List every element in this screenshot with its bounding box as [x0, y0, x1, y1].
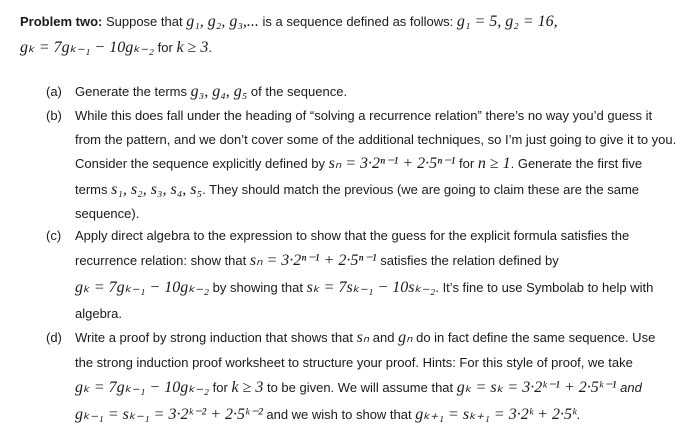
- part-text: and: [369, 330, 399, 345]
- part-c-line-3: [75, 280, 653, 296]
- goal-k-plus-1: gₖ₊₁ = sₖ₊₁ = 3·2ᵏ + 2·5ᵏ: [415, 406, 577, 423]
- part-text: . Generate the first five: [510, 156, 643, 171]
- intro-text: for: [154, 40, 177, 55]
- part-c-label: (c): [46, 228, 62, 243]
- part-b-line-4: [75, 182, 639, 198]
- part-d-line-1: [75, 330, 655, 346]
- part-d-line-4: [75, 407, 580, 423]
- part-text: to be given. We will assume that: [263, 380, 457, 395]
- part-b-line-1: While this does fall under the heading of “solving a recurrence relation” there’s no way you’d guess it: [75, 108, 653, 123]
- part-text: do in fact define the same sequence. Use: [412, 330, 656, 345]
- initial-conditions: g₁ = 5, g₂ = 16,: [456, 13, 558, 30]
- s-n: sₙ: [356, 329, 370, 346]
- terms: s₁, s₂, s₃, s₄, s₅: [111, 181, 203, 198]
- problem-intro-line-2: [20, 40, 212, 56]
- part-text: . They should match the previous (we are going to claim these are the same: [202, 182, 640, 197]
- part-text: satisfies the relation defined by: [376, 253, 559, 268]
- problem-intro-line-1: [20, 14, 558, 30]
- intro-text: Suppose that: [102, 14, 187, 29]
- problem-title: Problem two:: [20, 14, 103, 29]
- part-a-line-1: [75, 84, 347, 100]
- condition: k ≥ 3: [231, 379, 264, 396]
- terms: g₃, g₄, g₅: [190, 83, 248, 100]
- explicit-formula: sₙ = 3·2ⁿ⁻¹ + 2·5ⁿ⁻¹: [249, 252, 377, 269]
- assumption-k: gₖ = sₖ = 3·2ᵏ⁻¹ + 2·5ᵏ⁻¹: [456, 379, 617, 396]
- assumption-k-minus-1: gₖ₋₁ = sₖ₋₁ = 3·2ᵏ⁻² + 2·5ᵏ⁻²: [75, 406, 263, 423]
- part-b-label: (b): [46, 108, 62, 123]
- recurrence-relation-s: sₖ = 7sₖ₋₁ − 10sₖ₋₂: [306, 279, 436, 296]
- part-text: and: [616, 380, 642, 395]
- part-d-line-3: [75, 380, 642, 396]
- part-text: and we wish to show that: [262, 407, 416, 422]
- recurrence-relation: gₖ = 7gₖ₋₁ − 10gₖ₋₂: [20, 39, 155, 56]
- part-c-line-4: algebra.: [75, 306, 122, 321]
- explicit-formula: sₙ = 3·2ⁿ⁻¹ + 2·5ⁿ⁻¹: [328, 155, 456, 172]
- part-text: of the sequence.: [247, 84, 348, 99]
- recurrence-relation: gₖ = 7gₖ₋₁ − 10gₖ₋₂: [75, 279, 210, 296]
- part-d-line-2: the strong induction proof worksheet to structure your proof. Hints: For this style of proof, we take: [75, 355, 633, 370]
- part-text: terms: [75, 182, 112, 197]
- part-text: for: [209, 380, 232, 395]
- recurrence-relation: gₖ = 7gₖ₋₁ − 10gₖ₋₂: [75, 379, 210, 396]
- condition: n ≥ 1: [477, 155, 511, 172]
- part-c-line-2: [75, 253, 559, 269]
- g-n: gₙ: [398, 329, 413, 346]
- part-text: by showing that: [209, 280, 307, 295]
- part-d-label: (d): [46, 330, 62, 345]
- sequence-terms: g₁, g₂, g₃,...: [186, 13, 259, 30]
- part-text: Generate the terms: [75, 84, 191, 99]
- intro-text: .: [208, 40, 212, 55]
- part-text: .: [576, 407, 581, 422]
- condition: k ≥ 3: [176, 39, 209, 56]
- part-a-label: (a): [46, 84, 62, 99]
- part-text: Write a proof by strong induction that shows that: [75, 330, 357, 345]
- part-b-line-3: [75, 156, 642, 172]
- part-text: Consider the sequence explicitly defined by: [75, 156, 329, 171]
- part-c-line-1: Apply direct algebra to the expression to show that the guess for the explicit formula satisfies the: [75, 228, 630, 243]
- part-text: for: [455, 156, 478, 171]
- part-b-line-5: sequence).: [75, 206, 140, 221]
- intro-text: is a sequence defined as follows:: [258, 14, 457, 29]
- part-text: recurrence relation: show that: [75, 253, 250, 268]
- part-text: . It’s fine to use Symbolab to help with: [435, 280, 654, 295]
- part-b-line-2: from the pattern, and we don’t cover some of the additional techniques, so I’m just going to give it to you.: [75, 132, 677, 147]
